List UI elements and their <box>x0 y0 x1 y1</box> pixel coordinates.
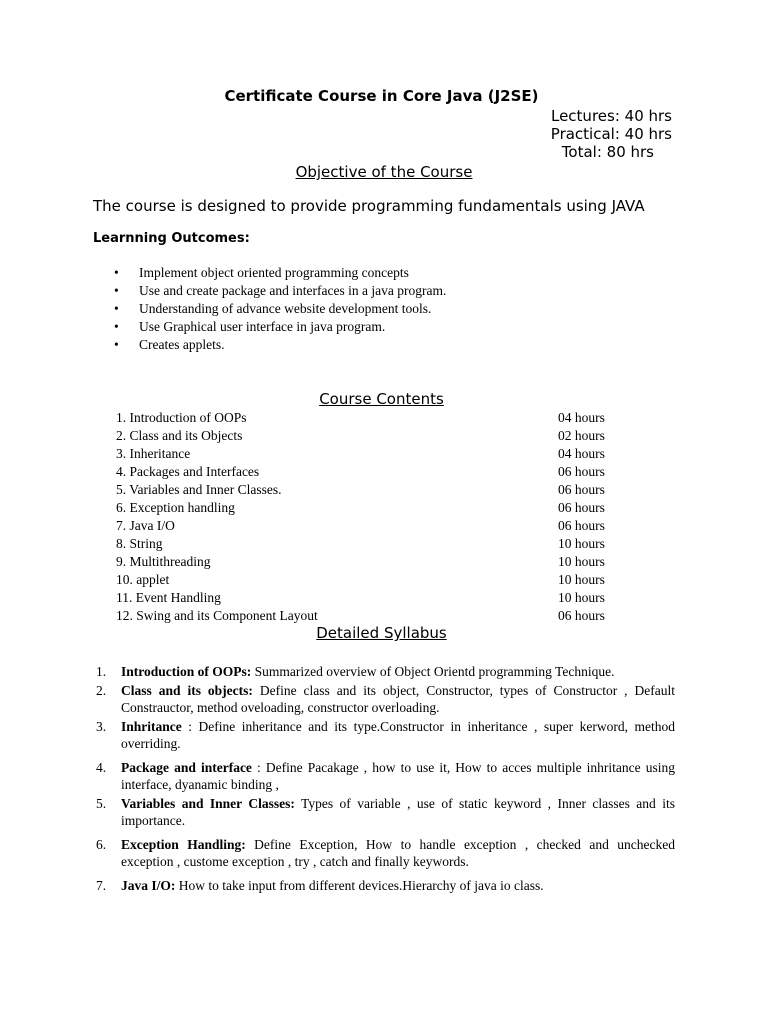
contents-row <box>116 571 613 589</box>
contents-row <box>116 589 613 607</box>
outcome-item: • Use and create package and interfaces in a java program. <box>114 283 447 298</box>
bullet-icon: • <box>114 319 119 334</box>
contents-row <box>116 409 613 427</box>
contents-row <box>116 517 613 535</box>
syllabus-number: 5. <box>96 795 107 811</box>
contents-time: 04 hours <box>558 410 605 425</box>
syllabus-item <box>96 877 675 895</box>
contents-topic: 3. Inheritance <box>116 446 191 461</box>
contents-row <box>116 463 613 481</box>
contents-topic: 2. Class and its Objects <box>116 428 243 443</box>
contents-heading: Course Contents <box>319 390 444 408</box>
contents-row <box>116 535 613 553</box>
syllabus-text: : Define inheritance and its type.Constructor in inheritance , super kerword, method overriding. <box>121 718 675 751</box>
syllabus-number: 1. <box>96 664 107 679</box>
syllabus-text: Define class and its object, Constructor, types of Constructor , Default Constrauctor, method oveloading, constructor overloading. <box>121 682 675 715</box>
syllabus-item <box>96 759 675 794</box>
outcome-item: • Use Graphical user interface in java program. <box>114 319 386 334</box>
bullet-icon: • <box>114 265 119 280</box>
contents-topic: 6. Exception handling <box>116 500 235 515</box>
contents-topic: 9. Multithreading <box>116 554 211 569</box>
syllabus-text: Types of variable , use of static keyword , Inner classes and its importance. <box>121 795 675 828</box>
course-intro: The course is designed to provide programming fundamentals using JAVA <box>93 197 645 215</box>
contents-time: 06 hours <box>558 518 605 533</box>
contents-row <box>116 427 613 445</box>
syllabus-item <box>96 795 675 830</box>
syllabus-number: 6. <box>96 836 107 852</box>
syllabus-text: How to take input from different devices.Hierarchy of java io class. <box>175 877 544 893</box>
contents-row <box>116 553 613 571</box>
total-hours: Total: 80 hrs <box>561 143 654 161</box>
syllabus-heading: Detailed Syllabus <box>316 624 447 642</box>
syllabus-item <box>96 718 675 753</box>
outcomes-list <box>114 264 446 354</box>
syllabus-text: : Define Pacakage , how to use it, How to acces multiple inhritance using interface, dyanamic binding , <box>121 759 675 792</box>
document-title: Certificate Course in Core Java (J2SE) <box>224 87 539 105</box>
syllabus-number: 4. <box>96 759 107 775</box>
contents-row <box>116 481 613 499</box>
syllabus-term: Inhritance <box>121 718 182 734</box>
bullet-icon: • <box>114 301 119 316</box>
contents-row <box>116 607 613 625</box>
contents-topic: 5. Variables and Inner Classes. <box>116 482 282 497</box>
contents-row <box>116 499 613 517</box>
syllabus-term: Java I/O: <box>121 877 176 893</box>
contents-row <box>116 445 613 463</box>
contents-topic: 4. Packages and Interfaces <box>116 464 260 479</box>
syllabus-number: 3. <box>96 718 107 734</box>
contents-time: 10 hours <box>558 536 605 551</box>
syllabus-list <box>96 663 675 894</box>
syllabus-number: 7. <box>96 877 107 893</box>
contents-topic: 8. String <box>116 536 163 551</box>
bullet-icon: • <box>114 337 119 352</box>
contents-time: 04 hours <box>558 446 605 461</box>
syllabus-item <box>96 836 675 871</box>
syllabus-term: Package and interface <box>121 759 252 775</box>
practical-hours: Practical: 40 hrs <box>550 125 672 143</box>
course-contents-table <box>116 409 613 625</box>
syllabus-term: Variables and Inner Classes: <box>121 795 295 811</box>
syllabus-item <box>96 663 675 681</box>
syllabus-term: Class and its objects: <box>121 682 253 698</box>
bullet-icon: • <box>114 283 119 298</box>
contents-time: 02 hours <box>558 428 605 443</box>
contents-topic: 7. Java I/O <box>116 518 175 533</box>
syllabus-term: Introduction of OOPs: <box>121 664 252 679</box>
syllabus-term: Exception Handling: <box>121 836 246 852</box>
lectures-hours: Lectures: 40 hrs <box>550 107 672 125</box>
outcome-item: • Implement object oriented programming concepts <box>114 265 409 280</box>
syllabus-text: Define Exception, How to handle exception , checked and unchecked exception , custome exception , try , catch and finally keywords. <box>121 836 675 869</box>
syllabus-text: Summarized overview of Object Orientd programming Technique. <box>251 664 615 679</box>
syllabus-item <box>96 682 675 717</box>
outcome-item: • Understanding of advance website development tools. <box>114 301 432 316</box>
contents-topic: 12. Swing and its Component Layout <box>116 608 318 623</box>
contents-topic: 1. Introduction of OOPs <box>116 410 247 425</box>
contents-time: 10 hours <box>558 572 605 587</box>
outcome-item: • Creates applets. <box>114 337 225 352</box>
contents-topic: 10. applet <box>116 572 170 587</box>
outcomes-heading: Learnning Outcomes: <box>93 231 250 246</box>
contents-time: 10 hours <box>558 554 605 569</box>
syllabus-number: 2. <box>96 682 107 698</box>
contents-time: 06 hours <box>558 500 605 515</box>
objective-heading: Objective of the Course <box>295 163 473 181</box>
contents-time: 06 hours <box>558 464 605 479</box>
contents-time: 10 hours <box>558 590 605 605</box>
contents-topic: 11. Event Handling <box>116 590 221 605</box>
contents-time: 06 hours <box>558 482 605 497</box>
hours-summary <box>551 107 672 161</box>
contents-time: 06 hours <box>558 608 605 623</box>
